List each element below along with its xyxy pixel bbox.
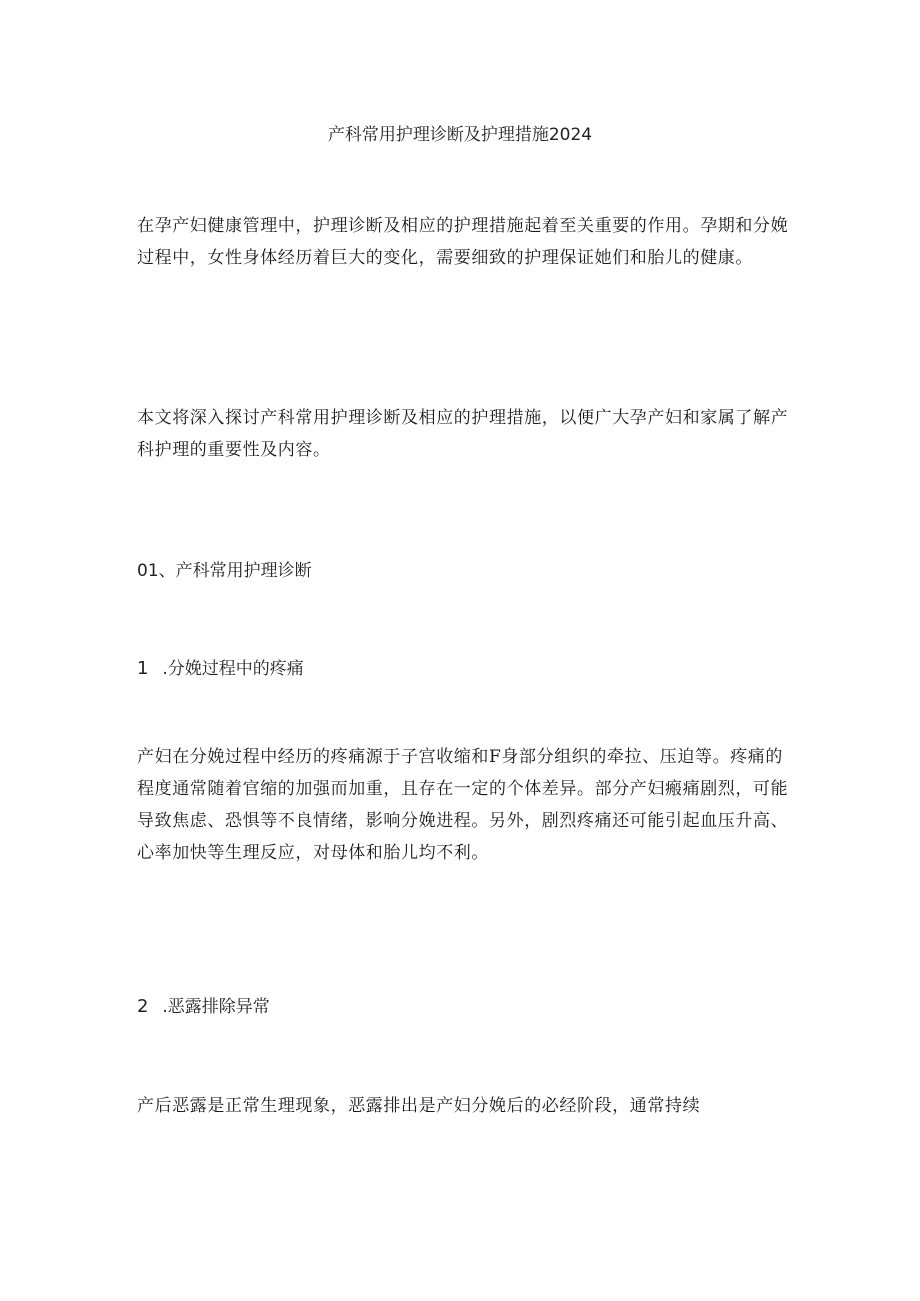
item-body-1: 产妇在分娩过程中经历的疼痛源于子宫收缩和F身部分组织的牵拉、压迫等。疼痛的程度通常随着官缩的加强而加重，且存在一定的个体差异。部分产妇瘢痛剧烈，可能导致焦虑、恐惧等不良情绪，影响分娩进程。另外，剧烈疼痛还可能引起血压升高、心率加快等生理反应，对母体和胎儿均不利。 xyxy=(137,747,789,863)
section-heading-01: 01、产科常用护理诊断 xyxy=(137,561,312,581)
item-number-2: 2 xyxy=(137,996,149,1017)
document-title: 产科常用护理诊断及护理措施2024 xyxy=(327,125,593,145)
item-title-1: .分娩过程中的疼痛 xyxy=(162,659,304,679)
item-body-2: 产后恶露是正常生理现象，恶露排出是产妇分娩后的必经阶段，通常持续 xyxy=(137,1096,701,1116)
item-heading-2 xyxy=(137,993,793,1021)
item-heading-1 xyxy=(137,655,793,683)
item-title-2: .恶露排除异常 xyxy=(162,997,270,1017)
item-number-1: 1 xyxy=(137,658,149,679)
intro-paragraph-1: 在孕产妇健康管理中，护理诊断及相应的护理措施起着至关重要的作用。孕期和分娩过程中，女性身体经历着巨大的变化，需要细致的护理保证她们和胎儿的健康。 xyxy=(137,216,789,268)
intro-paragraph-2: 本文将深入探讨产科常用护理诊断及相应的护理措施，以便广大孕产妇和家属了解产科护理的重要性及内容。 xyxy=(137,408,789,460)
